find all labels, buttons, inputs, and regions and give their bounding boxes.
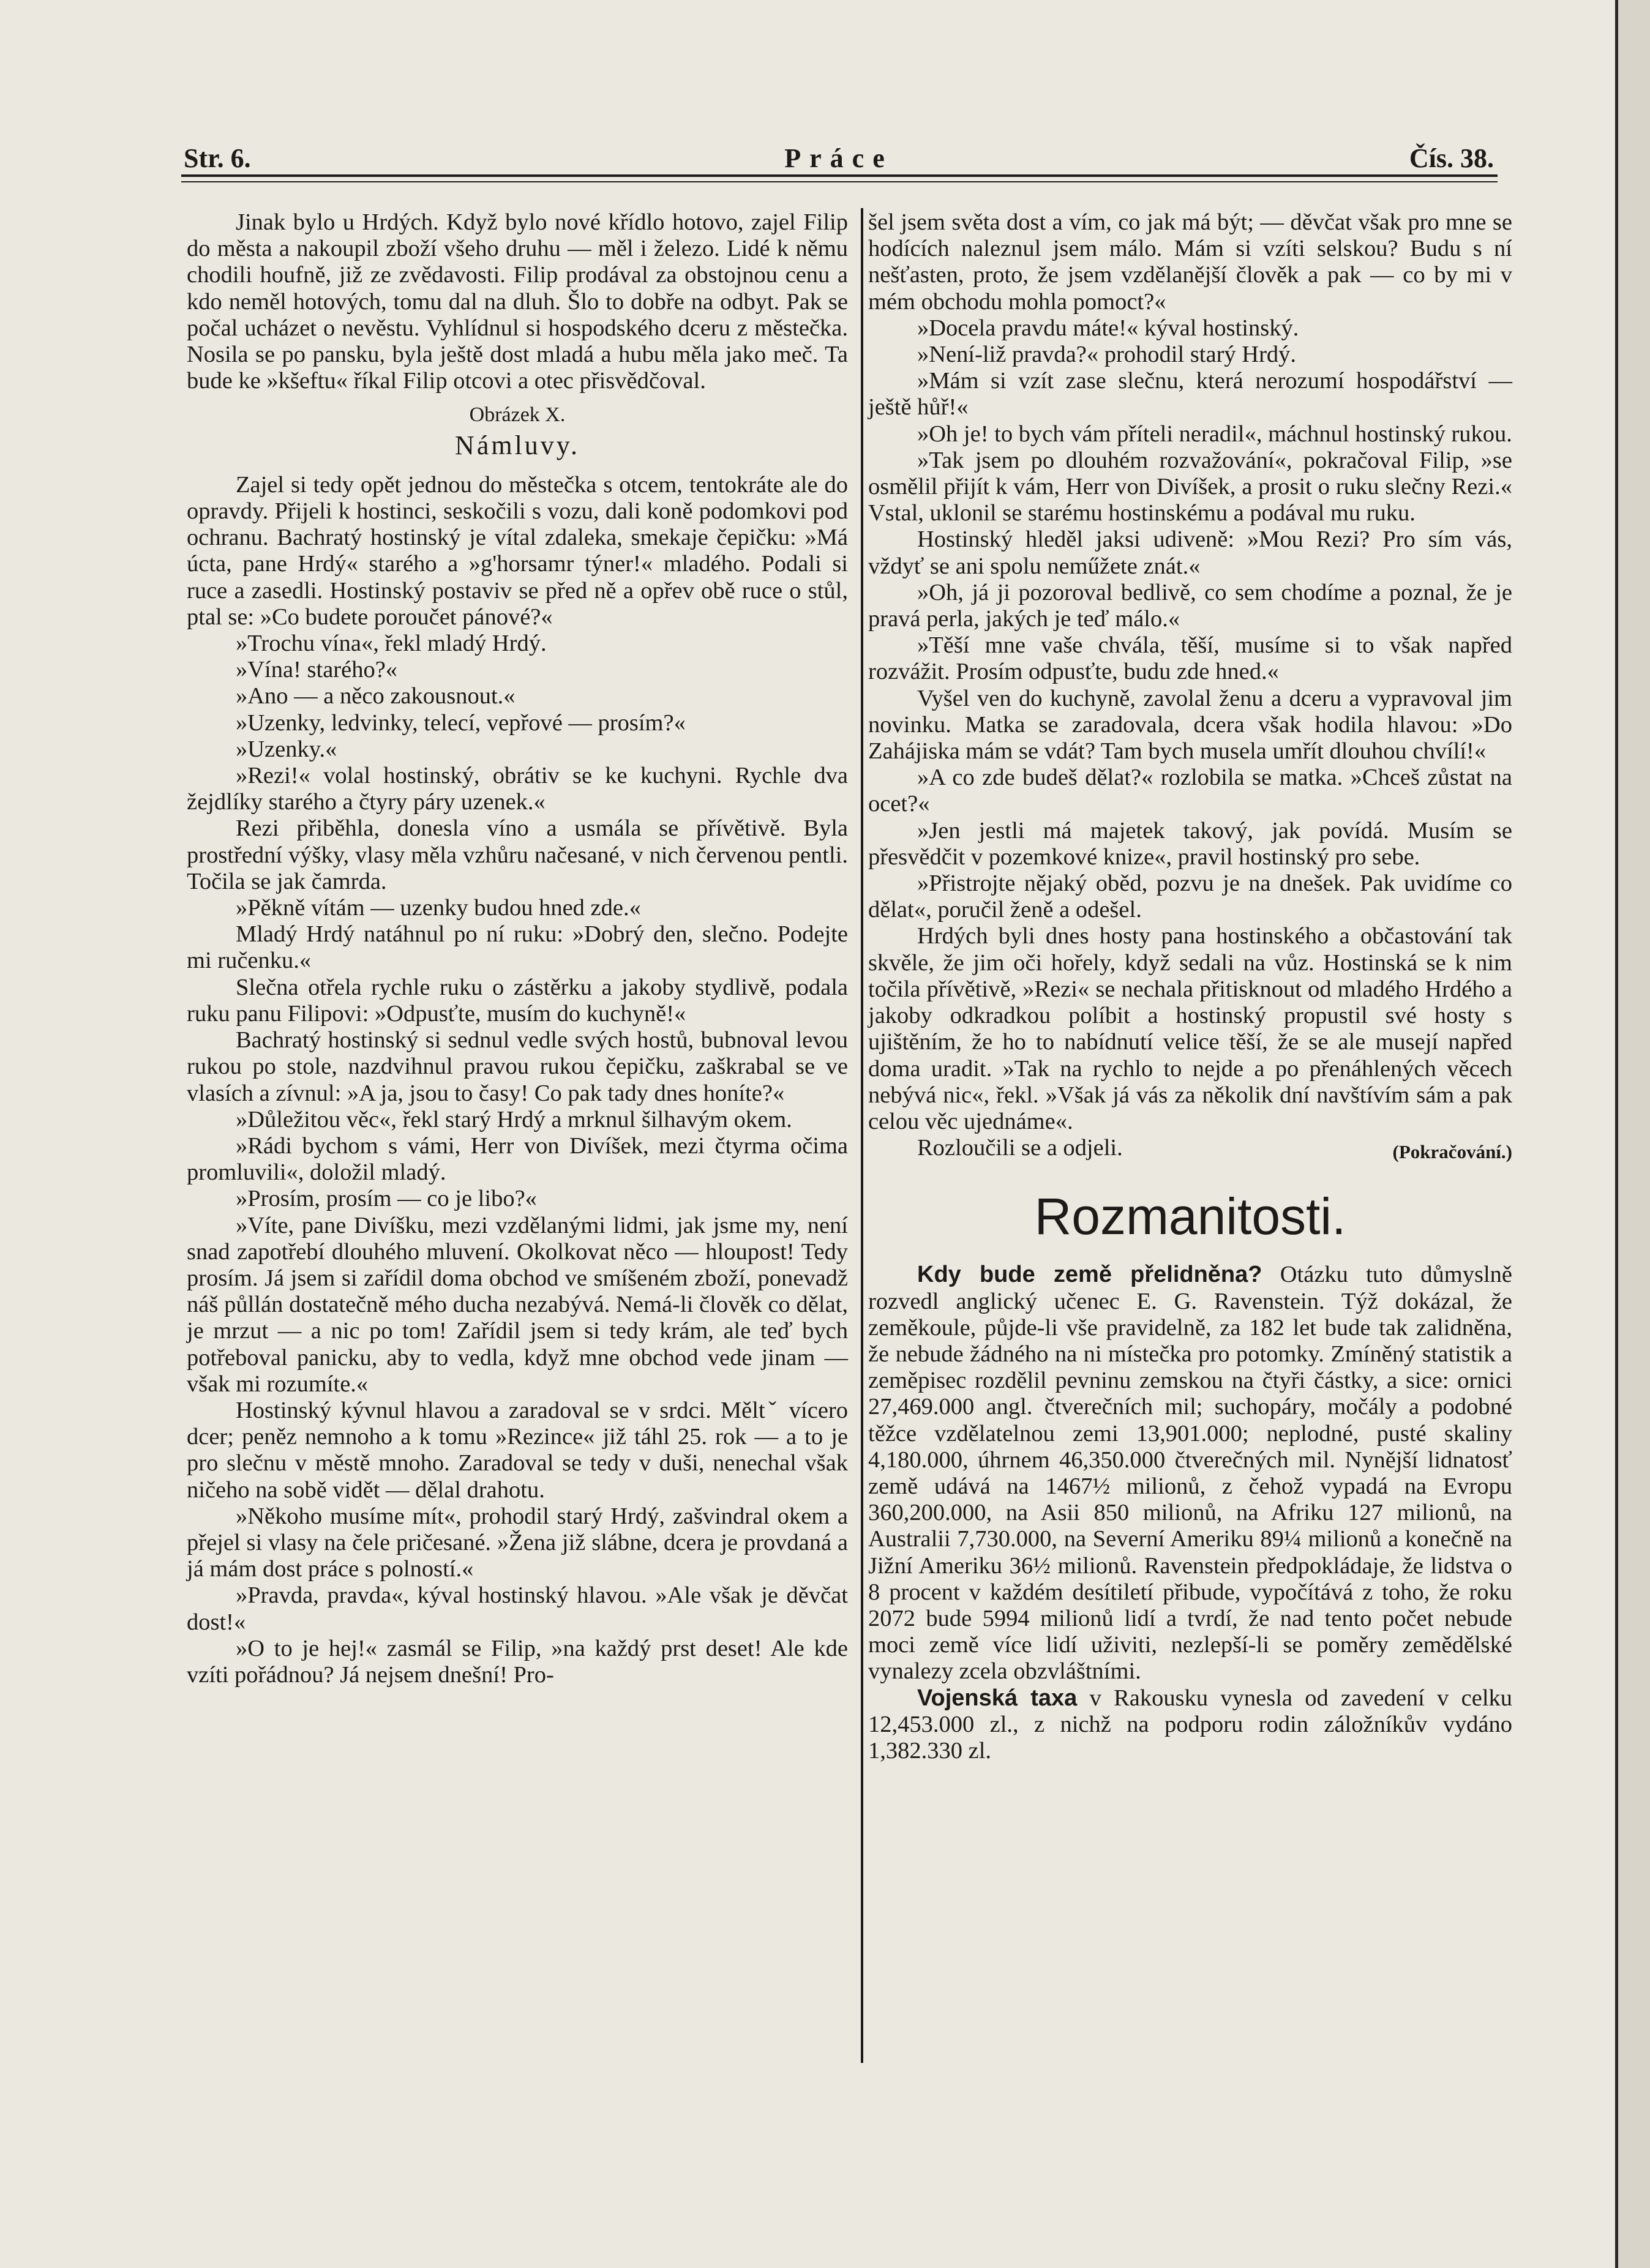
paragraph: »Uzenky.«: [236, 736, 337, 762]
paragraph: »Tak jsem po dlouhém rozvažování«, pokračoval Filip, »se osmělil přijít k vám, Herr von Divíšek, a prosit o ruku slečny Rezi.« Vstal, uklonil se starému hostinskému a podával mu ruku.: [868, 447, 1512, 526]
paragraph: Hostinský kývnul hlavou a zaradoval se v srdci. Měltˇ vícero dcer; peněz nemnoho a k tomu »Rezince« již táhl 25. rok — a to je pro slečnu v městě mnoho. Zaradoval se tedy v duši, nenechal však ničeho na sobě vidět — dělal drahotu.: [187, 1397, 848, 1503]
news-item: [868, 1262, 1512, 1685]
paragraph: »Vína! starého?«: [236, 657, 398, 683]
paragraph: Rezi přiběhla, donesla víno a usmála se přívětivě. Byla prostřední výšky, vlasy měla vzhůru načesané, v nich červenou pentli. Točila se jak čamrda.: [187, 815, 848, 894]
paragraph: »O to je hej!« zasmál se Filip, »na každý prst deset! Ale kde vzíti pořádnou? Já nejsem dnešní! Pro-: [187, 1635, 848, 1688]
paragraph: »Pěkně vítám — uzenky budou hned zde.«: [236, 895, 641, 921]
paragraph: »Není-liž pravda?« prohodil starý Hrdý.: [917, 342, 1297, 368]
signoff-paragraph: [868, 1135, 1512, 1161]
paragraph: Zajel si tedy opět jednou do městečka s otcem, tentokráte ale do opravdy. Přijeli k hostinci, seskočili s vozu, dali koně podomkovi pod ochranu. Bachratý hostinský je vítal zdaleka, smekaje čepičku: »Má úcta, pane Hrdý« starého a »g'horsamr týner!« mladého. Podali si ruce a zasedli. Hostinský postaviv se před ně a opřev obě ruce o stůl, ptal se: »Co budete poroučet pánové?«: [187, 471, 848, 630]
left-column: [187, 209, 848, 1688]
signoff-text: Rozloučili se a odjeli.: [917, 1135, 1123, 1161]
paragraph: »Uzenky, ledvinky, telecí, vepřové — prosím?«: [236, 709, 686, 736]
paragraph: »Prosím, prosím — co je libo?«: [236, 1186, 537, 1212]
news-item-text: v Rakousku vynesla od zavedení v celku 12,453.000 zl., z nichž na podporu rodin záložníkův vydáno 1,382.330 zl.: [868, 1685, 1513, 1764]
paragraph: »Ano — a něco zakousnout.«: [236, 683, 516, 709]
paragraph: »Oh je! to bych vám příteli neradil«, máchnul hostinský rukou.: [917, 421, 1512, 447]
column-divider: [861, 208, 863, 2063]
paragraph: »Rádi bychom s vámi, Herr von Divíšek, mezi čtyrma očima promluvili«, doložil mladý.: [187, 1132, 848, 1186]
paragraph: »Trochu vína«, řekl mladý Hrdý.: [236, 631, 547, 657]
paragraph: »Rezi!« volal hostinský, obrátiv se ke kuchyni. Rychle dva žejdlíky starého a čtyry páry uzenek.«: [187, 763, 848, 815]
paragraph: Vyšel ven do kuchyně, zavolal ženu a dceru a vypravoval jim novinku. Matka se zaradovala, dcera však hodila hlavou: »Do Zahájiska mám se vdát? Tam bych musela umřít dlouhou chvílí!«: [868, 685, 1512, 765]
paragraph: »A co zde budeš dělat?« rozlobila se matka. »Chceš zůstat na ocet?«: [868, 765, 1512, 817]
news-item-heading: Vojenská taxa: [917, 1685, 1078, 1711]
newspaper-title: Práce: [784, 143, 893, 173]
section-title: Rozmanitosti.: [1034, 1188, 1346, 1246]
issue-number: Čís. 38.: [1409, 143, 1494, 173]
picture-label: Obrázek X.: [469, 403, 566, 427]
paragraph: »Důležitou věc«, řekl starý Hrdý a mrknul šilhavým okem.: [236, 1106, 792, 1132]
paragraph: Jinak bylo u Hrdých. Když bylo nové křídlo hotovo, zajel Filip do města a nakoupil zboží všeho druhu — měl i železo. Lidé k němu chodili houfně, již ze zvědavosti. Filip prodával za obstojnou cenu a kdo neměl hotových, tomu dal na dluh. Šlo to dobře na odbyt. Pak se počal ucházet o nevěstu. Vyhlídnul si hospodského dceru z městečka. Nosila se po pansku, byla ještě dost mladá a hubu měla jako meč. Ta bude ke »kšeftu« říkal Filip otcovi a otec přisvědčoval.: [187, 209, 848, 394]
paragraph: »Přistrojte nějaký oběd, pozvu je na dnešek. Pak uvidíme co dělat«, poručil ženě a odešel.: [868, 870, 1512, 923]
header-rule-thin: [181, 181, 1498, 182]
paragraph: »Jen jestli má majetek takový, jak povídá. Musím se přesvědčit v pozemkové knize«, pravil hostinský pro sebe.: [868, 817, 1512, 870]
right-column: [868, 209, 1512, 1764]
news-item-text: Otázku tuto důmyslně rozvedl anglický učenec E. G. Ravenstein. Týž dokázal, že zeměkoule, půjde-li vše pravidelně, za 182 let bude tak zalidněna, že nebude žádného na ni místečka pro potomky. Zmíněný statistik a zeměpisec rozdělil pevninu zemskou na čtyři částky, a sice: ornici 27,469.000 angl. čtverečních mil; suchopáry, močály a podobné těžce vzdělatelnou zemi 13,901.000; neplodné, pusté skaliny 4,180.000, úhrnem 46,350.000 čtverečných mil. Nynější lidnatosť země udává na 1467½ milionů, z čehož vypadá na Evropu 360,200.000, na Asii 850 milionů, na Afriku 127 milionů, na Australii 7,730.000, na Severní Ameriku 89¼ milionů a konečně na Jižní Ameriku 36½ milionů. Ravenstein předpokládaje, že lidstva o 8 procent v každém desítiletí přibude, vypočítává z toho, že roku 2072 bude 5994 milionů lidí a tvrdí, že nad tento počet nebude moci země více lidí uživiti, nezlepší-li se poměry zemědělské vynalezy zcela obzvláštními.: [868, 1262, 1513, 1685]
news-item: [868, 1685, 1512, 1765]
header-rule: [181, 174, 1498, 177]
paragraph: »Někoho musíme mít«, prohodil starý Hrdý, zašvindral okem a přejel si vlasy na čele pričesané. »Žena již slábne, dcera je provdaná a já mám dost práce s polností.«: [187, 1503, 848, 1582]
paragraph: »Mám si vzít zase slečnu, která nerozumí hospodářství — ještě hůř!«: [868, 368, 1512, 421]
paragraph: šel jsem světa dost a vím, co jak má být; — děvčat však pro mne se hodících naleznul jsem málo. Mám si vzíti selskou? Budu s ní nešťasten, proto, že jsem vzdělanější člověk a pak — co by mi v mém obchodu mohla pomoct?«: [868, 209, 1512, 315]
paragraph: »Docela pravdu máte!« kýval hostinský.: [917, 315, 1299, 341]
paragraph: »Oh, já ji pozoroval bedlivě, co sem chodíme a poznal, že je pravá perla, jakých je teď málo.«: [868, 579, 1512, 632]
paragraph: Hrdých byli dnes hosty pana hostinského a občastování tak skvěle, že jim oči hořely, když sedali na vůz. Hostinská se k nim točila přívětivě, »Rezi« se nechala přitisknout od mladého Hrdého a jakoby odkradkou políbit a hostinský propustil své hosty s ujištěním, že ho to nabídnutí velice těší, že se ale musejí napřed doma uradit. »Tak na rychlo to nejde a po přenáhlených věcech nebývá nic«, řekl. »Však já vás za několik dní navštívím sám a pak celou věc ujednáme«.: [868, 923, 1512, 1134]
paragraph: Mladý Hrdý natáhnul po ní ruku: »Dobrý den, slečno. Podejte mi ručenku.«: [187, 921, 848, 974]
page-edge: [1615, 0, 1650, 2268]
paragraph: »Pravda, pravda«, kýval hostinský hlavou. »Ale však je děvčat dost!«: [187, 1582, 848, 1635]
continued-note: (Pokračování.): [1392, 1141, 1512, 1163]
paragraph: »Víte, pane Divíšku, mezi vzdělanými lidmi, jak jsme my, není snad zapotřebí dlouhého mluvení. Okolkovat něco — hloupost! Tedy prosím. Já jsem si zařídil doma obchod ve smíšeném zboží, ponevadž náš půllán dostatečně mého ducha nezabývá. Nemá-li člověk co dělat, je mrzut — a nic po tom! Zařídil jsem si tedy krám, ale teď bych potřeboval panicku, aby to vedla, když mne obchod vede jinam — však mi rozumíte.«: [187, 1212, 848, 1397]
news-item-heading: Kdy bude země přelidněna?: [917, 1262, 1262, 1288]
picture-title: Námluvy.: [455, 430, 580, 460]
page-number: Str. 6.: [184, 143, 251, 173]
paragraph: »Těší mne vaše chvála, těší, musíme si to však napřed rozvážit. Prosím odpusťte, budu zde hned.«: [868, 632, 1512, 685]
paragraph: Bachratý hostinský si sednul vedle svých hostů, bubnoval levou rukou po stole, nazdvihnul pravou rukou čepičku, zaškrabal se ve vlasích a zívnul: »A ja, jsou to časy! Co pak tady dnes honíte?«: [187, 1027, 848, 1106]
paragraph: Hostinský hleděl jaksi udiveně: »Mou Rezi? Pro sím vás, vždyť se ani spolu neműžete znát.«: [868, 526, 1512, 579]
paragraph: Slečna otřela rychle ruku o zástěrku a jakoby stydlivě, podala ruku panu Filipovi: »Odpusťte, musím do kuchyně!«: [187, 974, 848, 1027]
